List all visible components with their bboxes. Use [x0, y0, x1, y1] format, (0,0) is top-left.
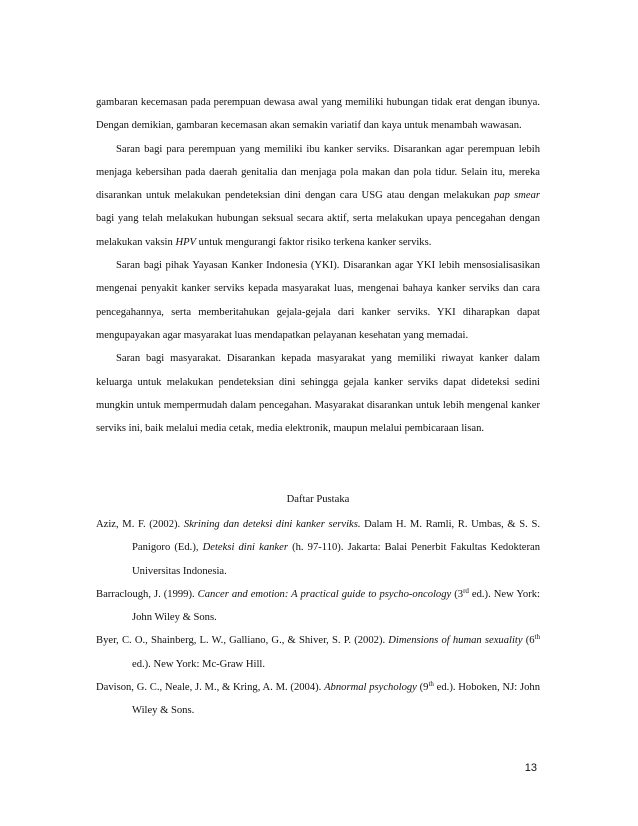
- paragraph-saran-perempuan: [96, 138, 540, 254]
- references-heading: Daftar Pustaka: [286, 494, 350, 505]
- reference-entry: [96, 513, 540, 583]
- reference-text: Davison, G. C., Neale, J. M., & Kring, A. M. (2004).: [96, 682, 325, 694]
- reference-entry: [96, 583, 540, 630]
- italic-term: HPV: [175, 236, 197, 248]
- edition-superscript: rd: [463, 586, 469, 595]
- reference-title: Deteksi dini kanker: [202, 542, 288, 554]
- reference-text: Aziz, M. F. (2002).: [96, 519, 184, 530]
- paragraph-text: Saran bagi pihak Yayasan Kanker Indonesia (YKI). Disarankan agar YKI lebih mensosialisasikan mengenai penyakit kanker serviks kepada masyarakat luas, mengenai bahaya kanker serviks dan cara pencegahannya, serta memberitahukan gejala-gejala dari kanker serviks. YKI diharapkan dapat mengupayakan agar masyarakat luas mendapatkan pelayanan kesehatan yang memadai.: [96, 260, 540, 341]
- paragraph-saran-masyarakat: [96, 347, 540, 440]
- reference-text: (6: [522, 635, 535, 647]
- reference-text: ed.). New York: John Wiley & Sons.: [132, 588, 540, 624]
- body-text: [96, 91, 540, 440]
- reference-text: (h. 97-110). Jakarta: Balai Penerbit Fakultas Kedokteran Universitas Indonesia.: [132, 542, 540, 577]
- reference-text: (9: [416, 682, 429, 694]
- paragraph-text: Saran bagi masyarakat. Disarankan kepada masyarakat yang memiliki riwayat kanker dalam keluarga untuk melakukan pendeteksian dini sehingga gejala kanker serviks dapat dideteksi sedini mungkin untuk mempermudah dalam pencegahan. Masyarakat disarankan untuk lebih mengenal kanker serviks ini, baik melalui media cetak, media elektronik, maupun melalui pembicaraan lisan.: [96, 353, 540, 435]
- reference-text: (3: [451, 588, 464, 600]
- reference-entry: [96, 629, 540, 676]
- reference-title: Skrining dan deteksi dini kanker serviks.: [183, 519, 361, 530]
- reference-text: ed.). Hoboken, NJ: John Wiley & Sons.: [132, 682, 540, 717]
- paragraph-text: bagi yang telah melakukan hubungan seksual secara aktif, serta melakukan upaya pencegahan dengan melakukan vaksin: [96, 213, 540, 248]
- reference-title: Dimensions of human sexuality: [388, 635, 523, 647]
- references-list: [96, 513, 540, 723]
- edition-superscript: th: [428, 680, 434, 689]
- page-number: 13: [524, 762, 537, 774]
- paragraph-text: gambaran kecemasan pada perempuan dewasa awal yang memiliki hubungan tidak erat dengan ibunya. Dengan demikian, gambaran kecemasan akan semakin variatif dan kaya untuk menambah wawasan.: [96, 97, 540, 132]
- reference-text: ed.). New York: Mc-Graw Hill.: [132, 658, 265, 670]
- edition-superscript: th: [534, 633, 540, 642]
- reference-title: Cancer and emotion: A practical guide to psycho-oncology: [197, 588, 452, 600]
- paragraph-saran-yki: [96, 254, 540, 347]
- paragraph-text: untuk mengurangi faktor risiko terkena kanker serviks.: [196, 236, 432, 248]
- reference-title: Abnormal psychology: [324, 682, 417, 694]
- reference-text: Byer, C. O., Shainberg, L. W., Galliano, G., & Shiver, S. P. (2002).: [96, 635, 389, 647]
- paragraph-text: Saran bagi para perempuan yang memiliki ibu kanker serviks. Disarankan agar perempuan lebih menjaga kebersihan pada daerah genitalia dan menjaga pola makan dan pola tidur. Selain itu, mereka disarankan untuk melakukan pendeteksian dini dengan cara USG atau dengan melakukan: [96, 143, 540, 202]
- reference-text: Dalam H. M. Ramli, R. Umbas, & S. S. Panigoro (Ed.),: [132, 519, 540, 554]
- paragraph-continuation: [96, 91, 540, 138]
- reference-text: Barraclough, J. (1999).: [96, 588, 198, 600]
- reference-entry: [96, 676, 540, 723]
- italic-term: pap smear: [494, 190, 540, 202]
